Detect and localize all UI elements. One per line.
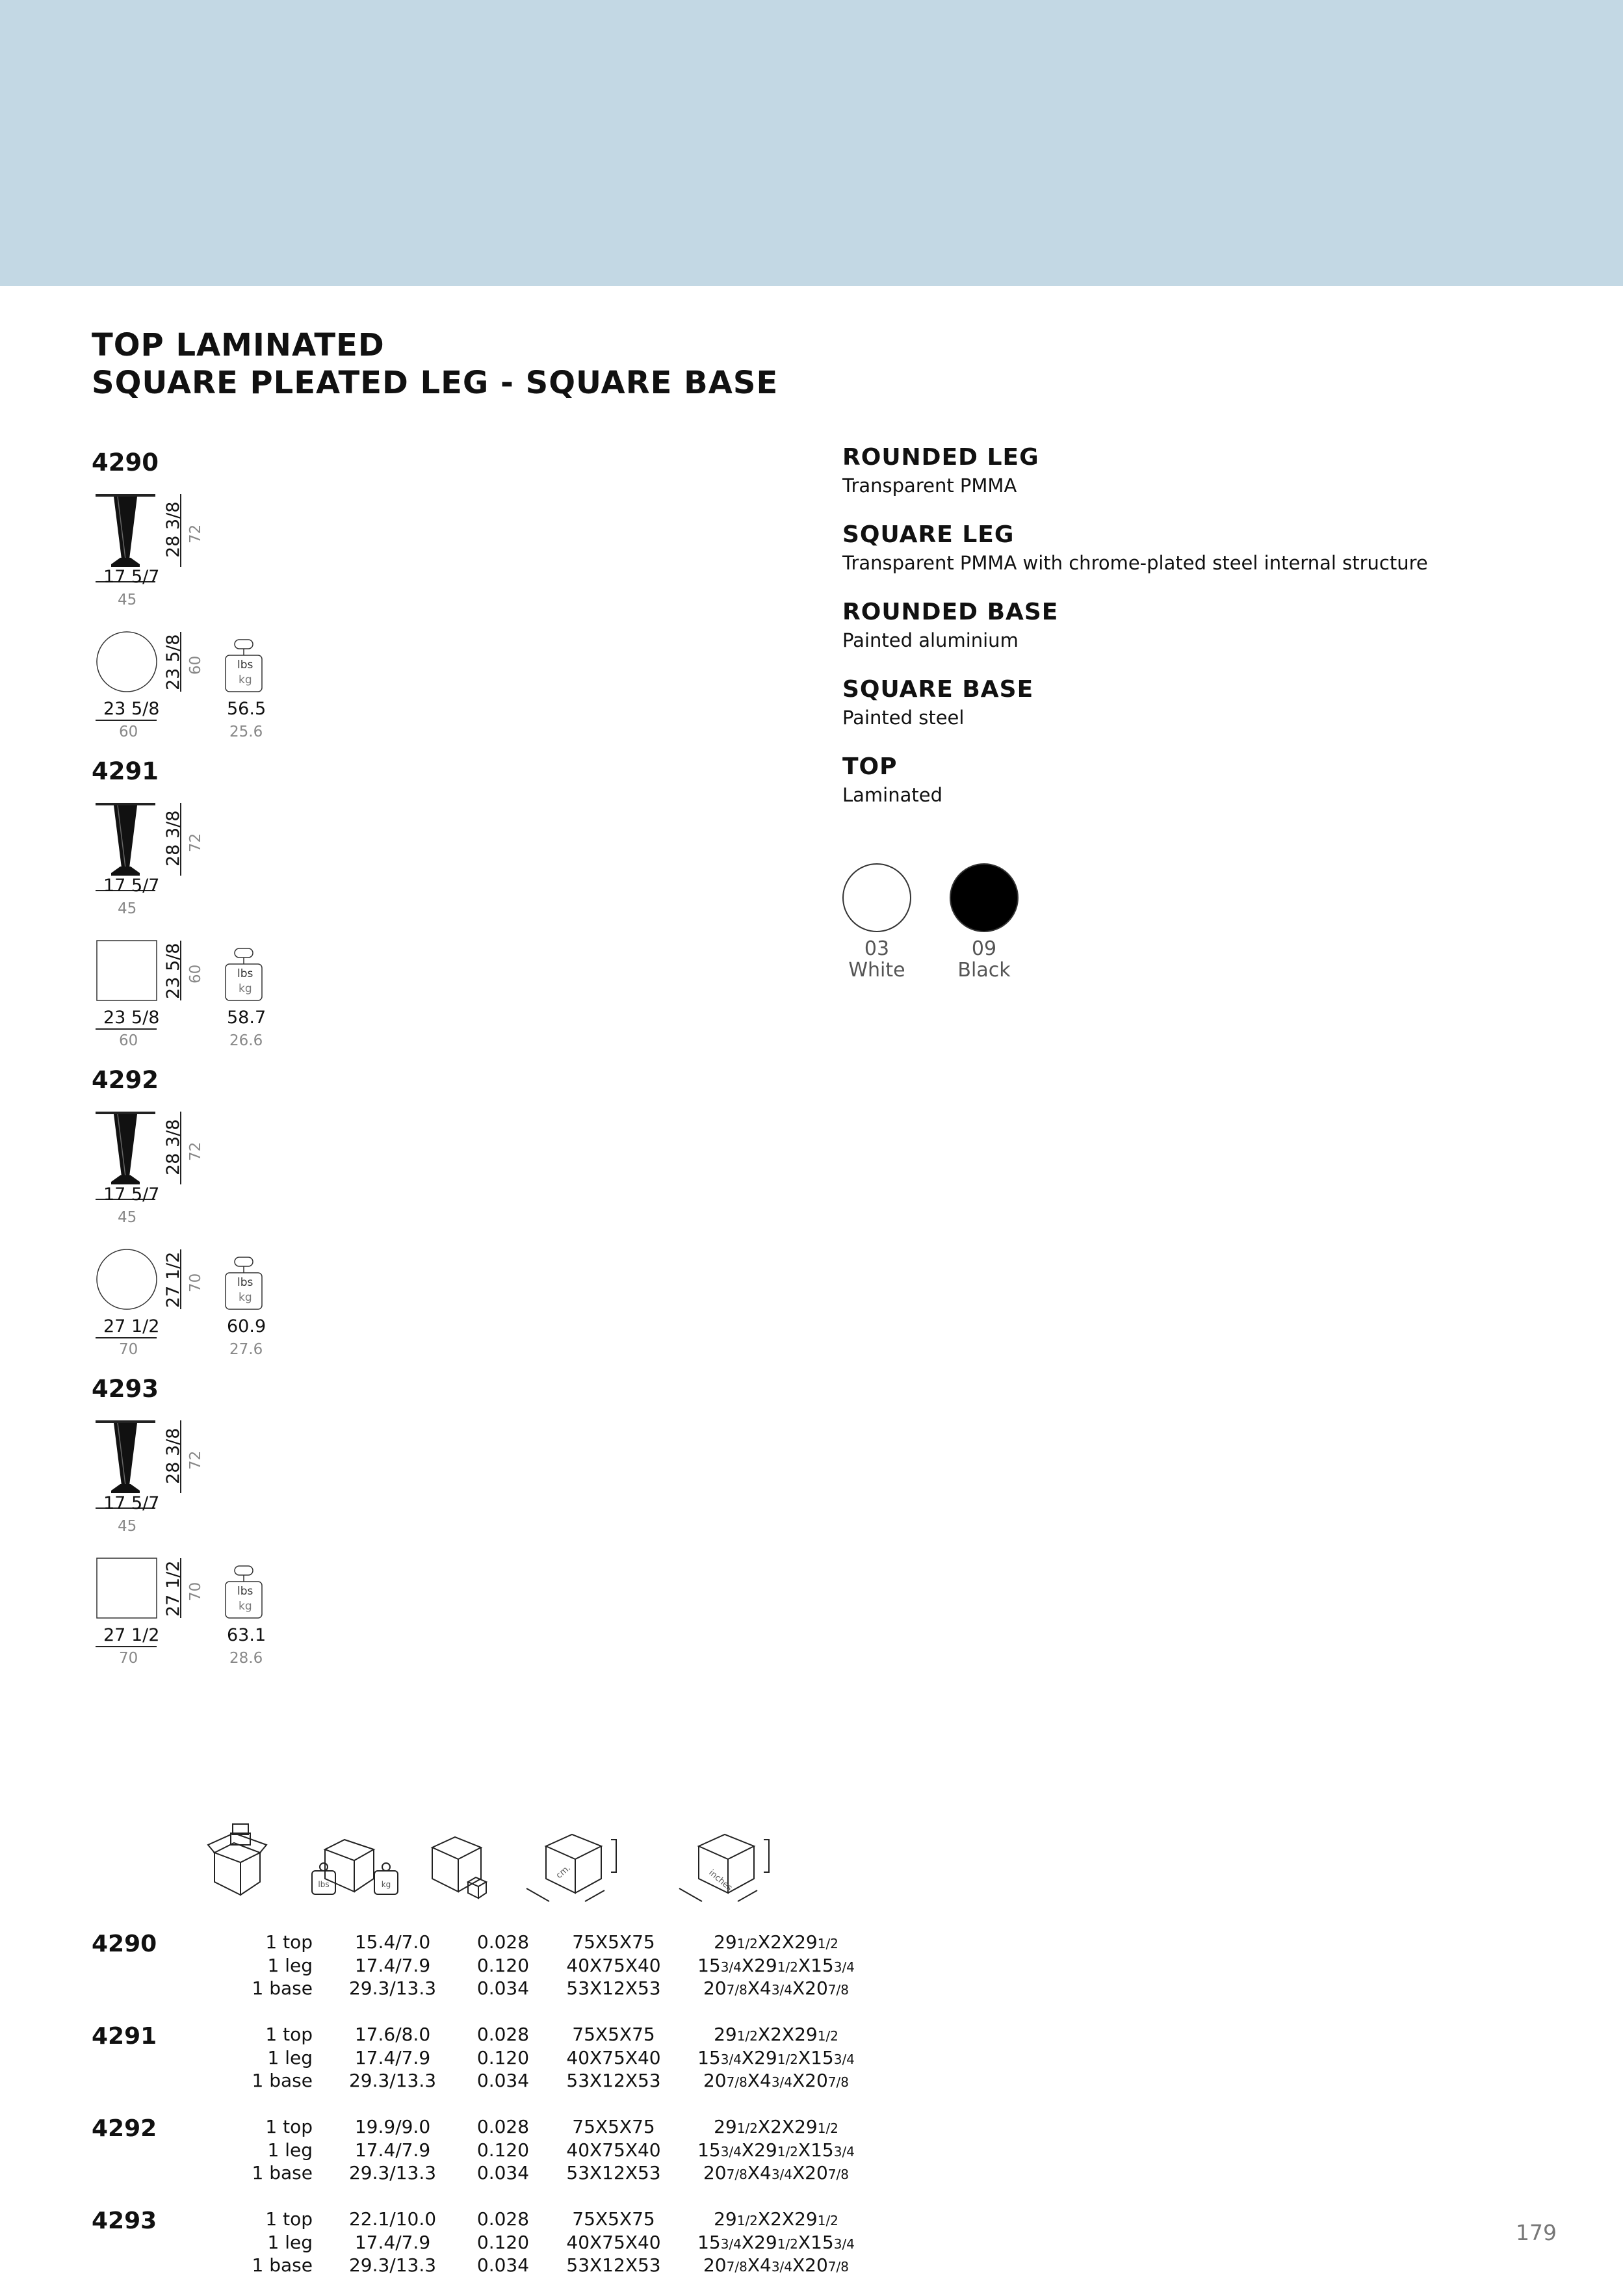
inch-value: X15 [798, 2046, 834, 2068]
weight-icon-kg: kg [239, 1291, 252, 1304]
round-top-icon [97, 1249, 157, 1309]
inch-fraction: 1/2 [817, 2028, 838, 2044]
inch-fraction: 3/4 [720, 2236, 742, 2252]
package-volume: 0.028 [476, 2116, 530, 2138]
finish-name: White [848, 959, 905, 982]
package-weight: 17.4/7.9 [354, 2231, 431, 2253]
product-code: 4290 [92, 449, 159, 476]
inch-value: X4 [747, 2162, 772, 2184]
packaging-table [92, 1931, 870, 2277]
title-line-1: TOP LAMINATED [92, 327, 385, 363]
group-spacer [92, 2000, 870, 2024]
inch-value: X4 [747, 2254, 772, 2276]
package-part: 1 leg [267, 2231, 313, 2253]
package-volume: 0.034 [476, 2162, 530, 2184]
package-dimensions-inches [682, 1977, 870, 2000]
package-volume: 0.120 [476, 2139, 530, 2161]
package-weight: 22.1/10.0 [348, 2208, 437, 2230]
inch-fraction: 7/8 [726, 2074, 747, 2091]
base-width-cm: 45 [118, 900, 137, 917]
weight-lbs: 56.5 [227, 699, 266, 719]
package-part: 1 leg [267, 1954, 313, 1976]
package-dimensions-cm: 40X75X40 [566, 2139, 661, 2161]
top-height-inches: 23 5/8 [163, 634, 183, 690]
inch-value: X29 [741, 1954, 777, 1976]
group-spacer [92, 2185, 870, 2208]
spec-heading: SQUARE LEG [842, 521, 1015, 548]
inch-fraction: 7/8 [827, 1982, 849, 1998]
package-dimensions-inches [682, 2023, 870, 2046]
package-part: 1 top [265, 2208, 313, 2230]
packages-icon [208, 1824, 266, 1895]
inch-fraction: 3/4 [720, 1959, 742, 1975]
inch-fraction: 1/2 [736, 1936, 758, 1952]
height-inches: 28 3/8 [163, 501, 183, 558]
finish-code: 03 [864, 937, 890, 960]
icon-inches-label: inches [707, 1868, 734, 1894]
base-width-inches: 17 5/7 [103, 876, 160, 896]
package-dimensions-cm: 75X5X75 [572, 1931, 655, 1953]
package-weight: 17.4/7.9 [354, 2139, 431, 2161]
top-height-inches: 27 1/2 [163, 1560, 183, 1617]
weight-kg: 26.6 [229, 1032, 263, 1049]
package-volume: 0.034 [476, 2254, 530, 2276]
height-cm: 72 [187, 1450, 204, 1470]
top-height-cm: 60 [187, 964, 204, 984]
package-dimensions-cm: 75X5X75 [572, 2024, 655, 2046]
inch-fraction: 3/4 [771, 2074, 792, 2091]
height-inches: 28 3/8 [163, 1119, 183, 1175]
finish-code: 09 [971, 937, 997, 960]
finish-name: Black [957, 959, 1011, 982]
weight-lbs: 63.1 [227, 1625, 266, 1645]
weight-lbs: 58.7 [227, 1008, 266, 1028]
package-dimensions-cm: 40X75X40 [566, 2046, 661, 2068]
package-part: 1 base [252, 1977, 313, 2000]
spec-text: Painted steel [842, 707, 965, 729]
inch-fraction: 7/8 [726, 1982, 747, 1998]
weight-icon-lbs: lbs [237, 1276, 253, 1289]
page-number: 179 [1516, 2220, 1557, 2245]
package-dimensions-inches [682, 2046, 870, 2070]
inch-value: X2X29 [757, 2024, 818, 2046]
icon-kg-label: kg [381, 1880, 391, 1889]
packaging-icons [195, 1814, 845, 1911]
package-dimensions-cm: 53X12X53 [566, 2070, 661, 2092]
product-code: 4292 [92, 1066, 159, 1094]
inch-fraction: 1/2 [736, 2028, 758, 2044]
square-top-icon [97, 1558, 157, 1618]
package-dimensions-inches [682, 2231, 870, 2254]
spec-1 [842, 444, 1039, 497]
package-volume: 0.034 [476, 1977, 530, 2000]
inch-value: 15 [697, 2046, 721, 2068]
package-weight: 17.4/7.9 [354, 2046, 431, 2068]
weight-kg: 25.6 [229, 724, 263, 740]
inch-fraction: 7/8 [726, 2167, 747, 2183]
inch-fraction: 3/4 [771, 1982, 792, 1998]
base-width-inches: 17 5/7 [103, 1493, 160, 1513]
top-width-inches: 23 5/8 [103, 699, 160, 719]
inch-value: 29 [714, 2024, 737, 2046]
top-height-cm: 60 [187, 655, 204, 675]
height-cm: 72 [187, 833, 204, 852]
inch-value: X20 [792, 1977, 828, 2000]
inch-value: 20 [703, 2070, 727, 2092]
package-dimensions-cm: 75X5X75 [572, 2116, 655, 2138]
inch-value: X4 [747, 1977, 772, 2000]
inch-fraction: 1/2 [777, 1959, 798, 1975]
inch-fraction: 1/2 [736, 2120, 758, 2137]
weight-icon-kg: kg [239, 1600, 252, 1613]
inch-fraction: 3/4 [720, 2051, 742, 2067]
inch-value: X29 [741, 2139, 777, 2161]
inch-value: 29 [714, 2208, 737, 2230]
inch-fraction: 3/4 [833, 1959, 855, 1975]
inch-value: 20 [703, 1977, 727, 2000]
product-4291 [92, 757, 742, 1066]
inch-value: X20 [792, 2254, 828, 2276]
weight-kg: 27.6 [229, 1341, 263, 1358]
table-row [92, 2208, 870, 2231]
top-width-cm: 70 [119, 1341, 138, 1358]
package-volume: 0.120 [476, 1954, 530, 1976]
package-dimensions-cm: 53X12X53 [566, 1977, 661, 2000]
package-dimensions-inches [682, 1954, 870, 1977]
top-width-cm: 60 [119, 724, 138, 740]
group-spacer [92, 2093, 870, 2116]
icon-lbs-label: lbs [318, 1880, 330, 1889]
package-volume: 0.028 [476, 2208, 530, 2230]
inch-value: X15 [798, 2139, 834, 2161]
inch-value: 15 [697, 2139, 721, 2161]
inch-fraction: 1/2 [817, 2120, 838, 2137]
package-part: 1 top [265, 1931, 313, 1953]
product-code: 4291 [92, 757, 159, 785]
package-part: 1 base [252, 2254, 313, 2276]
inch-value: X15 [798, 1954, 834, 1976]
inch-fraction: 7/8 [827, 2259, 849, 2275]
package-part: 1 top [265, 2116, 313, 2138]
finish-swatch[interactable] [825, 863, 929, 982]
inch-fraction: 1/2 [777, 2236, 798, 2252]
package-weight: 17.6/8.0 [354, 2024, 431, 2046]
table-row [92, 1931, 870, 1954]
inch-value: 15 [697, 2231, 721, 2253]
package-weight: 29.3/13.3 [348, 2254, 437, 2276]
inch-value: X2X29 [757, 1931, 818, 1953]
package-product-code: 4290 [92, 1931, 157, 1957]
finish-color-dot[interactable] [950, 863, 1019, 932]
package-volume: 0.034 [476, 2070, 530, 2092]
package-weight: 17.4/7.9 [354, 1954, 431, 1976]
package-product-code: 4291 [92, 2023, 157, 2050]
top-height-cm: 70 [187, 1273, 204, 1292]
weight-icon-kg: kg [239, 673, 252, 686]
inch-fraction: 3/4 [833, 2143, 855, 2159]
title-line-2: SQUARE PLEATED LEG - SQUARE BASE [92, 365, 779, 401]
inch-value: X29 [741, 2231, 777, 2253]
inch-fraction: 3/4 [833, 2051, 855, 2067]
base-width-inches: 17 5/7 [103, 1184, 160, 1205]
package-dimensions-inches [682, 2208, 870, 2231]
package-weight: 15.4/7.0 [354, 1931, 431, 1953]
height-inches: 28 3/8 [163, 810, 183, 867]
square-top-icon [97, 941, 157, 1000]
inch-fraction: 7/8 [726, 2259, 747, 2275]
height-cm: 72 [187, 1141, 204, 1161]
package-volume: 0.028 [476, 1931, 530, 1953]
top-height-cm: 70 [187, 1582, 204, 1601]
top-width-inches: 27 1/2 [103, 1625, 160, 1645]
icon-cm-label: cm. [554, 1863, 573, 1881]
inch-fraction: 3/4 [771, 2167, 792, 2183]
top-height-inches: 27 1/2 [163, 1251, 183, 1308]
spec-heading: TOP [842, 753, 898, 780]
inch-value: 29 [714, 2116, 737, 2138]
inch-fraction: 3/4 [833, 2236, 855, 2252]
product-code: 4293 [92, 1375, 159, 1403]
weight-icon-lbs: lbs [237, 1585, 253, 1598]
package-dimensions-cm: 53X12X53 [566, 2162, 661, 2184]
base-width-inches: 17 5/7 [103, 567, 160, 587]
package-dimensions-inches [682, 2115, 870, 2139]
package-weight: 29.3/13.3 [348, 2162, 437, 2184]
inch-fraction: 1/2 [777, 2143, 798, 2159]
spec-text: Laminated [842, 784, 943, 806]
spec-text: Transparent PMMA [842, 475, 1017, 497]
product-4293 [92, 1375, 742, 1684]
package-dimensions-inches [682, 2254, 870, 2277]
inch-value: X4 [747, 2070, 772, 2092]
inch-value: X20 [792, 2070, 828, 2092]
inch-fraction: 1/2 [817, 2213, 838, 2229]
package-part: 1 leg [267, 2139, 313, 2161]
package-dimensions-inches [682, 2139, 870, 2162]
weight-icon-lbs: lbs [237, 659, 253, 672]
package-dimensions-cm: 40X75X40 [566, 2231, 661, 2253]
dimensions-cm-icon [526, 1834, 616, 1901]
inch-fraction: 3/4 [720, 2143, 742, 2159]
spec-2 [842, 521, 1428, 574]
package-product-code: 4292 [92, 2115, 157, 2142]
inch-fraction: 1/2 [777, 2051, 798, 2067]
height-cm: 72 [187, 524, 204, 543]
package-volume: 0.028 [476, 2024, 530, 2046]
spec-5 [842, 753, 942, 806]
top-height-inches: 23 5/8 [163, 943, 183, 999]
dimensions-inches-icon [679, 1834, 769, 1901]
package-dimensions-cm: 40X75X40 [566, 1954, 661, 1976]
inch-value: X15 [798, 2231, 834, 2253]
spec-heading: SQUARE BASE [842, 676, 1034, 703]
top-width-cm: 70 [119, 1650, 138, 1667]
spec-4 [842, 676, 1033, 729]
package-part: 1 base [252, 2162, 313, 2184]
inch-value: 20 [703, 2162, 727, 2184]
inch-fraction: 1/2 [817, 1936, 838, 1952]
spec-text: Transparent PMMA with chrome-plated steel internal structure [842, 552, 1428, 574]
package-part: 1 base [252, 2070, 313, 2092]
inch-fraction: 7/8 [827, 2074, 849, 2091]
header-banner [0, 0, 1623, 286]
weight-icon-kg: kg [239, 982, 252, 995]
top-width-cm: 60 [119, 1032, 138, 1049]
table-row [92, 2023, 870, 2046]
round-top-icon [97, 632, 157, 692]
package-part: 1 leg [267, 2046, 313, 2068]
inch-value: X2X29 [757, 2116, 818, 2138]
table-row [92, 2115, 870, 2139]
package-dimensions-inches [682, 1931, 870, 1954]
package-dimensions-inches [682, 2069, 870, 2093]
package-weight: 29.3/13.3 [348, 2070, 437, 2092]
top-width-inches: 27 1/2 [103, 1316, 160, 1337]
base-width-cm: 45 [118, 592, 137, 608]
spec-text: Painted aluminium [842, 629, 1019, 651]
inch-value: X20 [792, 2162, 828, 2184]
spec-3 [842, 599, 1058, 651]
weight-kg: 28.6 [229, 1650, 263, 1667]
package-dimensions-cm: 75X5X75 [572, 2208, 655, 2230]
package-dimensions-inches [682, 2161, 870, 2185]
base-width-cm: 45 [118, 1518, 137, 1535]
inch-value: 29 [714, 1931, 737, 1953]
inch-fraction: 1/2 [736, 2213, 758, 2229]
package-volume: 0.120 [476, 2046, 530, 2068]
inch-fraction: 7/8 [827, 2167, 849, 2183]
inch-fraction: 3/4 [771, 2259, 792, 2275]
inch-value: X2X29 [757, 2208, 818, 2230]
package-dimensions-cm: 53X12X53 [566, 2254, 661, 2276]
base-width-cm: 45 [118, 1209, 137, 1226]
inch-value: 15 [697, 1954, 721, 1976]
package-weight: 19.9/9.0 [354, 2116, 431, 2138]
weight-lbs: 60.9 [227, 1316, 266, 1337]
package-volume: 0.120 [476, 2231, 530, 2253]
package-weight: 29.3/13.3 [348, 1977, 437, 2000]
weight-icon-lbs: lbs [237, 967, 253, 980]
inch-value: 20 [703, 2254, 727, 2276]
finish-swatch[interactable] [932, 863, 1036, 982]
height-inches: 28 3/8 [163, 1428, 183, 1484]
page-title [92, 326, 778, 402]
package-product-code: 4293 [92, 2208, 157, 2234]
package-part: 1 top [265, 2024, 313, 2046]
inch-value: X29 [741, 2046, 777, 2068]
volume-icon [432, 1837, 486, 1898]
finish-color-dot[interactable] [842, 863, 911, 932]
top-width-inches: 23 5/8 [103, 1008, 160, 1028]
package-weight-icon [312, 1840, 398, 1894]
product-4292 [92, 1066, 742, 1375]
spec-heading: ROUNDED BASE [842, 599, 1059, 625]
spec-heading: ROUNDED LEG [842, 444, 1039, 471]
product-4290 [92, 449, 742, 757]
